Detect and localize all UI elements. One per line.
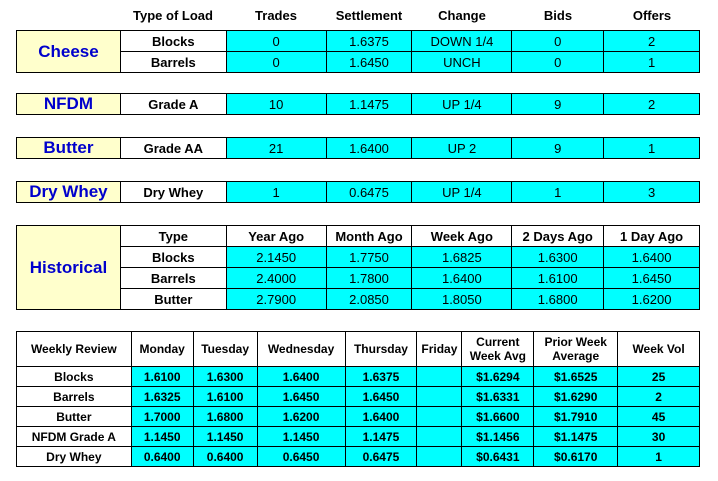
weekly-barrels-week-vol: 2 [618,387,700,407]
header-type-of-load: Type of Load [133,8,213,23]
historical-barrels-type: Barrels [120,268,226,289]
weekly-barrels-current-avg: $1.6331 [462,387,534,407]
cheese-blocks-bids: 0 [512,31,604,52]
historical-butter-2-days-ago: 1.6800 [512,289,604,310]
weekly-row-blocks [17,367,700,387]
historical-header-month-ago: Month Ago [326,226,412,247]
weekly-row-nfdm [17,427,700,447]
header-settlement: Settlement [335,8,403,23]
weekly-butter-thursday: 1.6400 [345,407,417,427]
weekly-row-butter [17,407,700,427]
weekly-dry-whey-current-avg: $0.6431 [462,447,534,467]
weekly-butter-tuesday: 1.6800 [193,407,257,427]
dry-whey-trades: 1 [226,182,326,203]
nfdm-table [16,93,700,115]
weekly-butter-current-avg: $1.6600 [462,407,534,427]
cheese-barrels-bids: 0 [512,52,604,73]
weekly-dry-whey-prior-avg: $0.6170 [534,447,618,467]
dry-whey-row [17,182,700,203]
historical-barrels-year-ago: 2.4000 [226,268,326,289]
historical-barrels-week-ago: 1.6400 [412,268,512,289]
header-offers: Offers [632,8,672,23]
weekly-nfdm-prior-avg: $1.1475 [534,427,618,447]
weekly-barrels-prior-avg: $1.6290 [534,387,618,407]
historical-butter-year-ago: 2.7900 [226,289,326,310]
historical-blocks-2-days-ago: 1.6300 [512,247,604,268]
weekly-blocks-monday: 1.6100 [131,367,193,387]
weekly-nfdm-wednesday: 1.1450 [257,427,345,447]
weekly-blocks-friday [417,367,462,387]
historical-butter-1-day-ago: 1.6200 [604,289,700,310]
weekly-review-table [16,331,700,467]
nfdm-bids: 9 [512,94,604,115]
nfdm-trades: 10 [226,94,326,115]
weekly-header-prior-week-average: Prior Week Average [534,332,618,367]
weekly-header-tuesday: Tuesday [193,332,257,367]
weekly-nfdm-current-avg: $1.1456 [462,427,534,447]
historical-blocks-week-ago: 1.6825 [412,247,512,268]
dry-whey-type: Dry Whey [120,182,226,203]
cheese-barrels-settlement: 1.6450 [326,52,412,73]
cheese-barrels-trades: 0 [226,52,326,73]
weekly-blocks-tuesday: 1.6300 [193,367,257,387]
weekly-header-friday: Friday [417,332,462,367]
weekly-butter-week-vol: 45 [618,407,700,427]
butter-trades: 21 [226,138,326,159]
cheese-barrels-change: UNCH [412,52,512,73]
weekly-blocks-current-avg: $1.6294 [462,367,534,387]
historical-blocks-1-day-ago: 1.6400 [604,247,700,268]
historical-blocks-month-ago: 1.7750 [326,247,412,268]
dry-whey-change: UP 1/4 [412,182,512,203]
weekly-nfdm-thursday: 1.1475 [345,427,417,447]
nfdm-settlement: 1.1475 [326,94,412,115]
nfdm-row [17,94,700,115]
cheese-blocks-type: Blocks [120,31,226,52]
weekly-header-week-vol: Week Vol [618,332,700,367]
cheese-barrels-type: Barrels [120,52,226,73]
weekly-barrels-wednesday: 1.6450 [257,387,345,407]
historical-butter-month-ago: 2.0850 [326,289,412,310]
nfdm-type: Grade A [120,94,226,115]
weekly-blocks-week-vol: 25 [618,367,700,387]
cheese-blocks-offers: 2 [604,31,700,52]
weekly-blocks-prior-avg: $1.6525 [534,367,618,387]
weekly-blocks-label: Blocks [17,367,132,387]
weekly-butter-label: Butter [17,407,132,427]
historical-barrels-1-day-ago: 1.6450 [604,268,700,289]
nfdm-label: NFDM [17,94,121,115]
historical-blocks-year-ago: 2.1450 [226,247,326,268]
historical-barrels-month-ago: 1.7800 [326,268,412,289]
cheese-blocks-settlement: 1.6375 [326,31,412,52]
weekly-butter-prior-avg: $1.7910 [534,407,618,427]
butter-bids: 9 [512,138,604,159]
cheese-blocks-trades: 0 [226,31,326,52]
weekly-header-monday: Monday [131,332,193,367]
weekly-row-barrels [17,387,700,407]
header-bids: Bids [543,8,573,23]
weekly-nfdm-label: NFDM Grade A [17,427,132,447]
weekly-dry-whey-label: Dry Whey [17,447,132,467]
weekly-dry-whey-friday [417,447,462,467]
weekly-header-wednesday: Wednesday [257,332,345,367]
butter-table [16,137,700,159]
weekly-barrels-label: Barrels [17,387,132,407]
historical-butter-week-ago: 1.8050 [412,289,512,310]
historical-barrels-2-days-ago: 1.6100 [512,268,604,289]
dry-whey-bids: 1 [512,182,604,203]
weekly-butter-monday: 1.7000 [131,407,193,427]
weekly-barrels-monday: 1.6325 [131,387,193,407]
header-change: Change [438,8,486,23]
weekly-nfdm-week-vol: 30 [618,427,700,447]
weekly-dry-whey-week-vol: 1 [618,447,700,467]
weekly-header-review: Weekly Review [17,332,132,367]
header-trades: Trades [255,8,297,23]
historical-label: Historical [17,226,121,310]
butter-offers: 1 [604,138,700,159]
butter-label: Butter [17,138,121,159]
dry-whey-offers: 3 [604,182,700,203]
weekly-nfdm-friday [417,427,462,447]
dry-whey-label: Dry Whey [17,182,121,203]
weekly-row-dry-whey [17,447,700,467]
butter-row [17,138,700,159]
cheese-barrels-offers: 1 [604,52,700,73]
historical-butter-type: Butter [120,289,226,310]
weekly-butter-friday [417,407,462,427]
butter-type: Grade AA [120,138,226,159]
historical-header-year-ago: Year Ago [226,226,326,247]
historical-header-week-ago: Week Ago [412,226,512,247]
cheese-blocks-change: DOWN 1/4 [412,31,512,52]
cheese-row-blocks [17,31,700,52]
weekly-header-thursday: Thursday [345,332,417,367]
weekly-blocks-thursday: 1.6375 [345,367,417,387]
weekly-barrels-friday [417,387,462,407]
weekly-butter-wednesday: 1.6200 [257,407,345,427]
nfdm-change: UP 1/4 [412,94,512,115]
nfdm-offers: 2 [604,94,700,115]
historical-header-row [17,226,700,247]
historical-table [16,225,700,310]
weekly-blocks-wednesday: 1.6400 [257,367,345,387]
butter-settlement: 1.6400 [326,138,412,159]
historical-header-1-day-ago: 1 Day Ago [604,226,700,247]
weekly-dry-whey-tuesday: 0.6400 [193,447,257,467]
weekly-header-current-week-avg: Current Week Avg [462,332,534,367]
dry-whey-settlement: 0.6475 [326,182,412,203]
historical-blocks-type: Blocks [120,247,226,268]
weekly-nfdm-tuesday: 1.1450 [193,427,257,447]
weekly-barrels-thursday: 1.6450 [345,387,417,407]
cheese-table [16,30,700,73]
historical-header-2-days-ago: 2 Days Ago [512,226,604,247]
weekly-dry-whey-wednesday: 0.6450 [257,447,345,467]
cheese-label: Cheese [17,31,121,73]
weekly-dry-whey-thursday: 0.6475 [345,447,417,467]
weekly-header-row [17,332,700,367]
historical-header-type: Type [120,226,226,247]
dry-whey-table [16,181,700,203]
weekly-dry-whey-monday: 0.6400 [131,447,193,467]
weekly-barrels-tuesday: 1.6100 [193,387,257,407]
butter-change: UP 2 [412,138,512,159]
weekly-nfdm-monday: 1.1450 [131,427,193,447]
